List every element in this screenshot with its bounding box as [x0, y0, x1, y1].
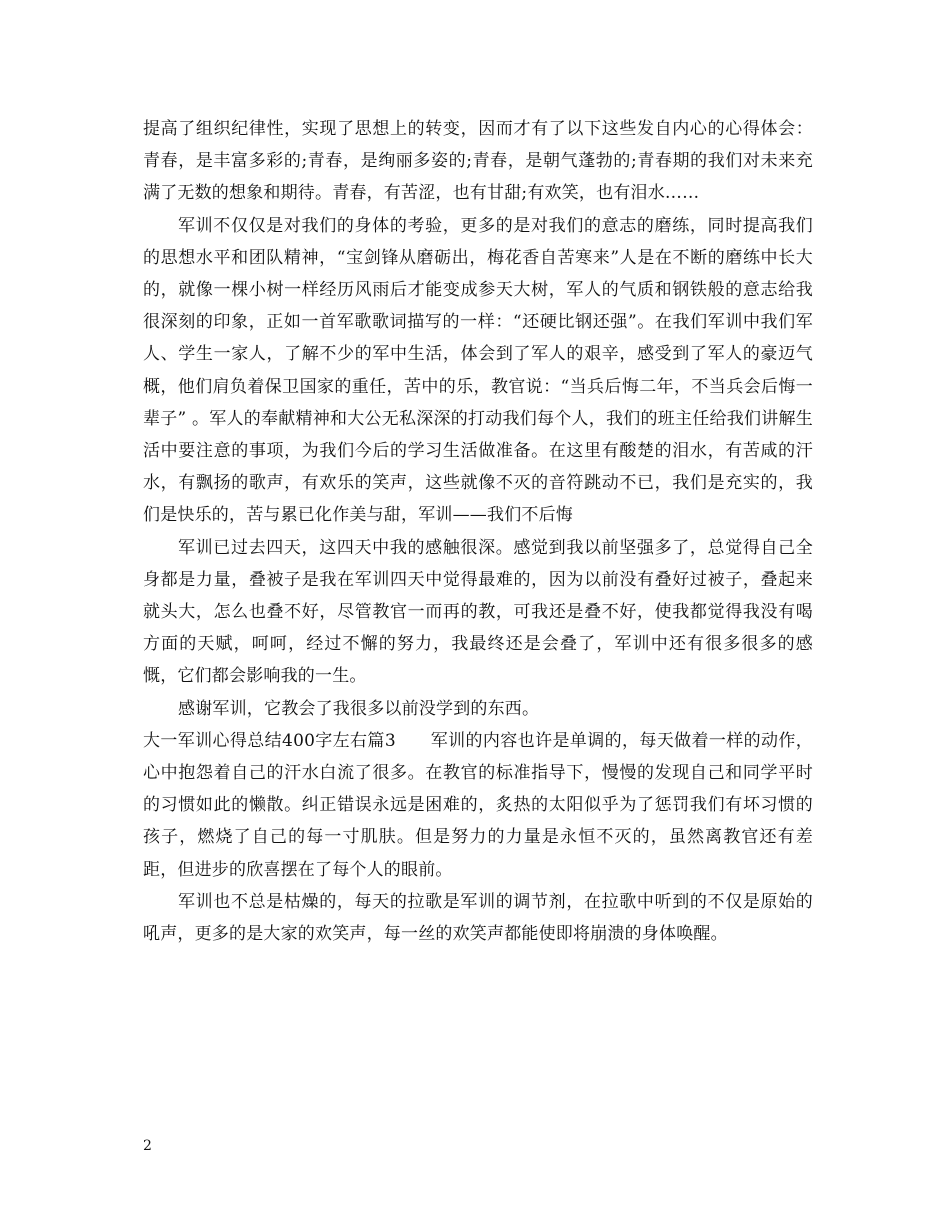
paragraph-5: 大一军训心得总结400字左右篇3 军训的内容也许是单调的，每天做着一样的动作，心中抱怨着自己的汗水白流了很多。在教官的标准指导下，慢慢的发现自己和同学平时的习惯如此的懒散。纠正错误永远是困难的，炙热的太阳似乎为了惩罚我们有坏习惯的孩子，燃烧了自己的每一寸肌肤。但是努力的力量是永恒不灭的，虽然离教官还有差距，但进步的欣喜摆在了每个人的眼前。 [143, 730, 813, 880]
paragraph-1: 提高了组织纪律性，实现了思想上的转变，因而才有了以下这些发自内心的心得体会：青春，是丰富多彩的;青春，是绚丽多姿的;青春，是朝气蓬勃的;青春期的我们对未来充满了无数的想象和期待。青春，有苦涩，也有甘甜;有欢笑，也有泪水…… [143, 119, 813, 204]
paragraph-3: 军训已过去四天，这四天中我的感触很深。感觉到我以前坚强多了，总觉得自己全身都是力量，叠被子是我在军训四天中觉得最难的，因为以前没有叠好过被子，叠起来就头大，怎么也叠不好，尽管教官一而再的教，可我还是叠不好，使我都觉得我没有喝方面的天赋，呵呵，经过不懈的努力，我最终还是会叠了，军训中还有很多很多的感慨，它们都会影响我的一生。 [143, 537, 813, 687]
paragraph-2: 军训不仅仅是对我们的身体的考验，更多的是对我们的意志的磨练，同时提高我们的思想水平和团队精神，“宝剑锋从磨砺出，梅花香自苦寒来”人是在不断的磨练中长大的，就像一棵小树一样经历风雨后才能变成参天大树，军人的气质和钢铁般的意志给我很深刻的印象，正如一首军歌歌词描写的一样：“还硬比钢还强”。在我们军训中我们军人、学生一家人，了解不少的军中生活，体会到了军人的艰辛，感受到了军人的豪迈气概，他们肩负着保卫国家的重任，苦中的乐，教官说：“当兵后悔二年，不当兵会后悔一辈子” 。军人的奉献精神和大公无私深深的打动我们每个人，我们的班主任给我们讲解生活中要注意的事项，为我们今后的学习生活做准备。在这里有酸楚的泪水，有苦咸的汗水，有飘扬的歌声，有欢乐的笑声，这些就像不灭的音符跳动不已，我们是充实的，我们是快乐的，苦与累已化作美与甜，军训——我们不后悔 [143, 215, 813, 526]
paragraph-6: 军训也不总是枯燥的，每天的拉歌是军训的调节剂，在拉歌中听到的不仅是原始的吼声，更多的是大家的欢笑声，每一丝的欢笑声都能使即将崩溃的身体唤醒。 [143, 891, 813, 945]
document-body [143, 113, 813, 950]
paragraph-4: 感谢军训，它教会了我很多以前没学到的东西。 [178, 698, 540, 719]
page-number: 2 [143, 1138, 152, 1154]
